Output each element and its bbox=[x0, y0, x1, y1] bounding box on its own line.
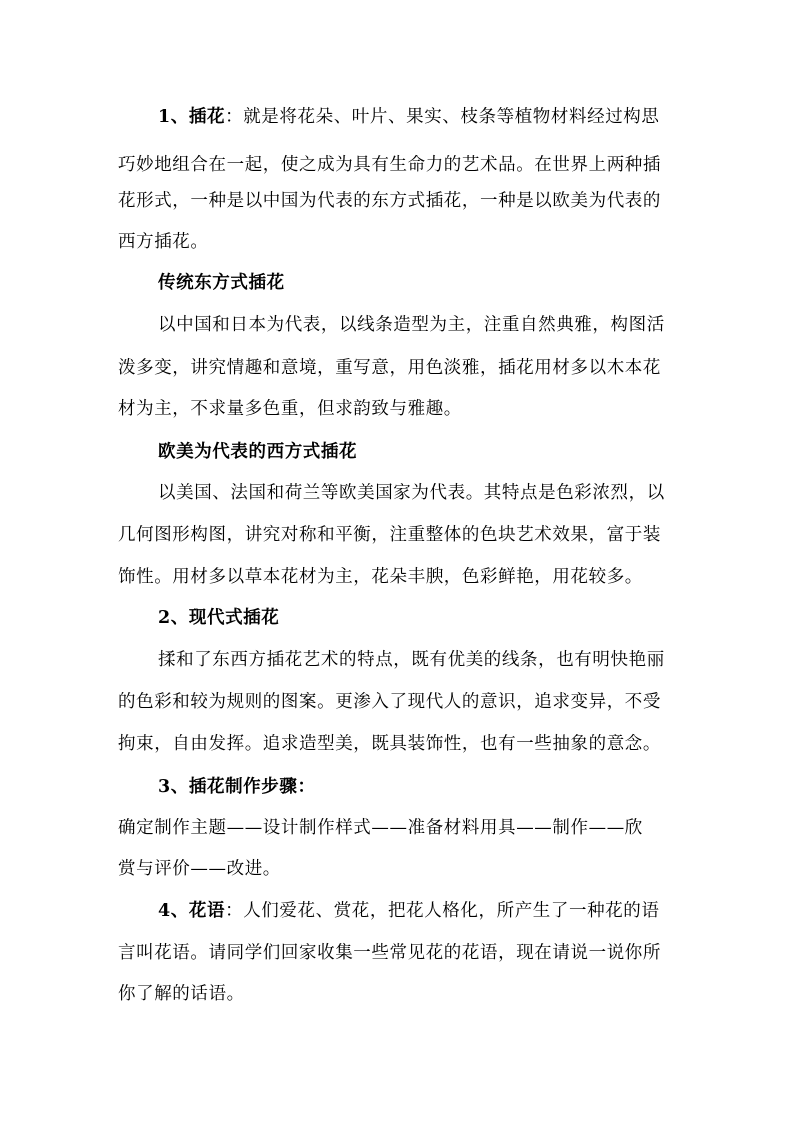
heading-steps: 3、插花制作步骤： bbox=[158, 777, 316, 797]
paragraph-line: 材为主，不求量多色重，但求韵致与雅趣。 bbox=[118, 399, 462, 419]
subheading-western: 欧美为代表的西方式插花 bbox=[158, 442, 358, 462]
term-chahua: 插花 bbox=[188, 107, 226, 127]
paragraph-line: 巧妙地组合在一起，使之成为具有生命力的艺术品。在世界上两种插 bbox=[118, 155, 661, 175]
section-number: 1、 bbox=[158, 107, 189, 127]
term-huayu: 花语 bbox=[188, 901, 226, 921]
paragraph-line: 揉和了东西方插花艺术的特点，既有优美的线条，也有明快艳丽 bbox=[158, 650, 665, 670]
paragraph-line: 赏与评价——改进。 bbox=[118, 859, 281, 879]
paragraph-line: 花形式，一种是以中国为代表的东方式插花，一种是以欧美为代表的 bbox=[118, 191, 661, 211]
subheading-eastern: 传统东方式插花 bbox=[158, 273, 285, 293]
paragraph-line: 你了解的话语。 bbox=[118, 984, 245, 1004]
paragraph-line bbox=[158, 899, 660, 923]
paragraph-line: 以美国、法国和荷兰等欧美国家为代表。其特点是色彩浓烈，以 bbox=[158, 483, 665, 503]
paragraph-line: 拘束，自由发挥。追求造型美，既具装饰性，也有一些抽象的意念。 bbox=[118, 734, 661, 754]
paragraph-line: 的色彩和较为规则的图案。更渗入了现代人的意识，追求变异，不受 bbox=[118, 692, 661, 712]
paragraph-line: 饰性。用材多以草本花材为主，花朵丰腴，色彩鲜艳，用花较多。 bbox=[118, 567, 643, 587]
paragraph-line: 言叫花语。请同学们回家收集一些常见花的花语，现在请说一说你所 bbox=[118, 943, 661, 963]
section-number: 4、 bbox=[158, 901, 189, 921]
paragraph-line: 确定制作主题——设计制作样式——准备材料用具——制作——欣 bbox=[118, 818, 643, 838]
paragraph-line: 泼多变，讲究情趣和意境，重写意，用色淡雅，插花用材多以木本花 bbox=[118, 358, 661, 378]
paragraph-line: 几何图形构图，讲究对称和平衡，注重整体的色块艺术效果，富于装 bbox=[118, 525, 661, 545]
definition-text: ：就是将花朵、叶片、果实、枝条等植物材料经过构思 bbox=[225, 107, 660, 127]
definition-text: ：人们爱花、赏花，把花人格化，所产生了一种花的语 bbox=[225, 901, 660, 921]
paragraph-line bbox=[158, 105, 660, 129]
heading-modern: 2、现代式插花 bbox=[158, 608, 280, 628]
paragraph-line: 西方插花。 bbox=[118, 232, 209, 252]
paragraph-line: 以中国和日本为代表，以线条造型为主，注重自然典雅，构图活 bbox=[158, 315, 665, 335]
